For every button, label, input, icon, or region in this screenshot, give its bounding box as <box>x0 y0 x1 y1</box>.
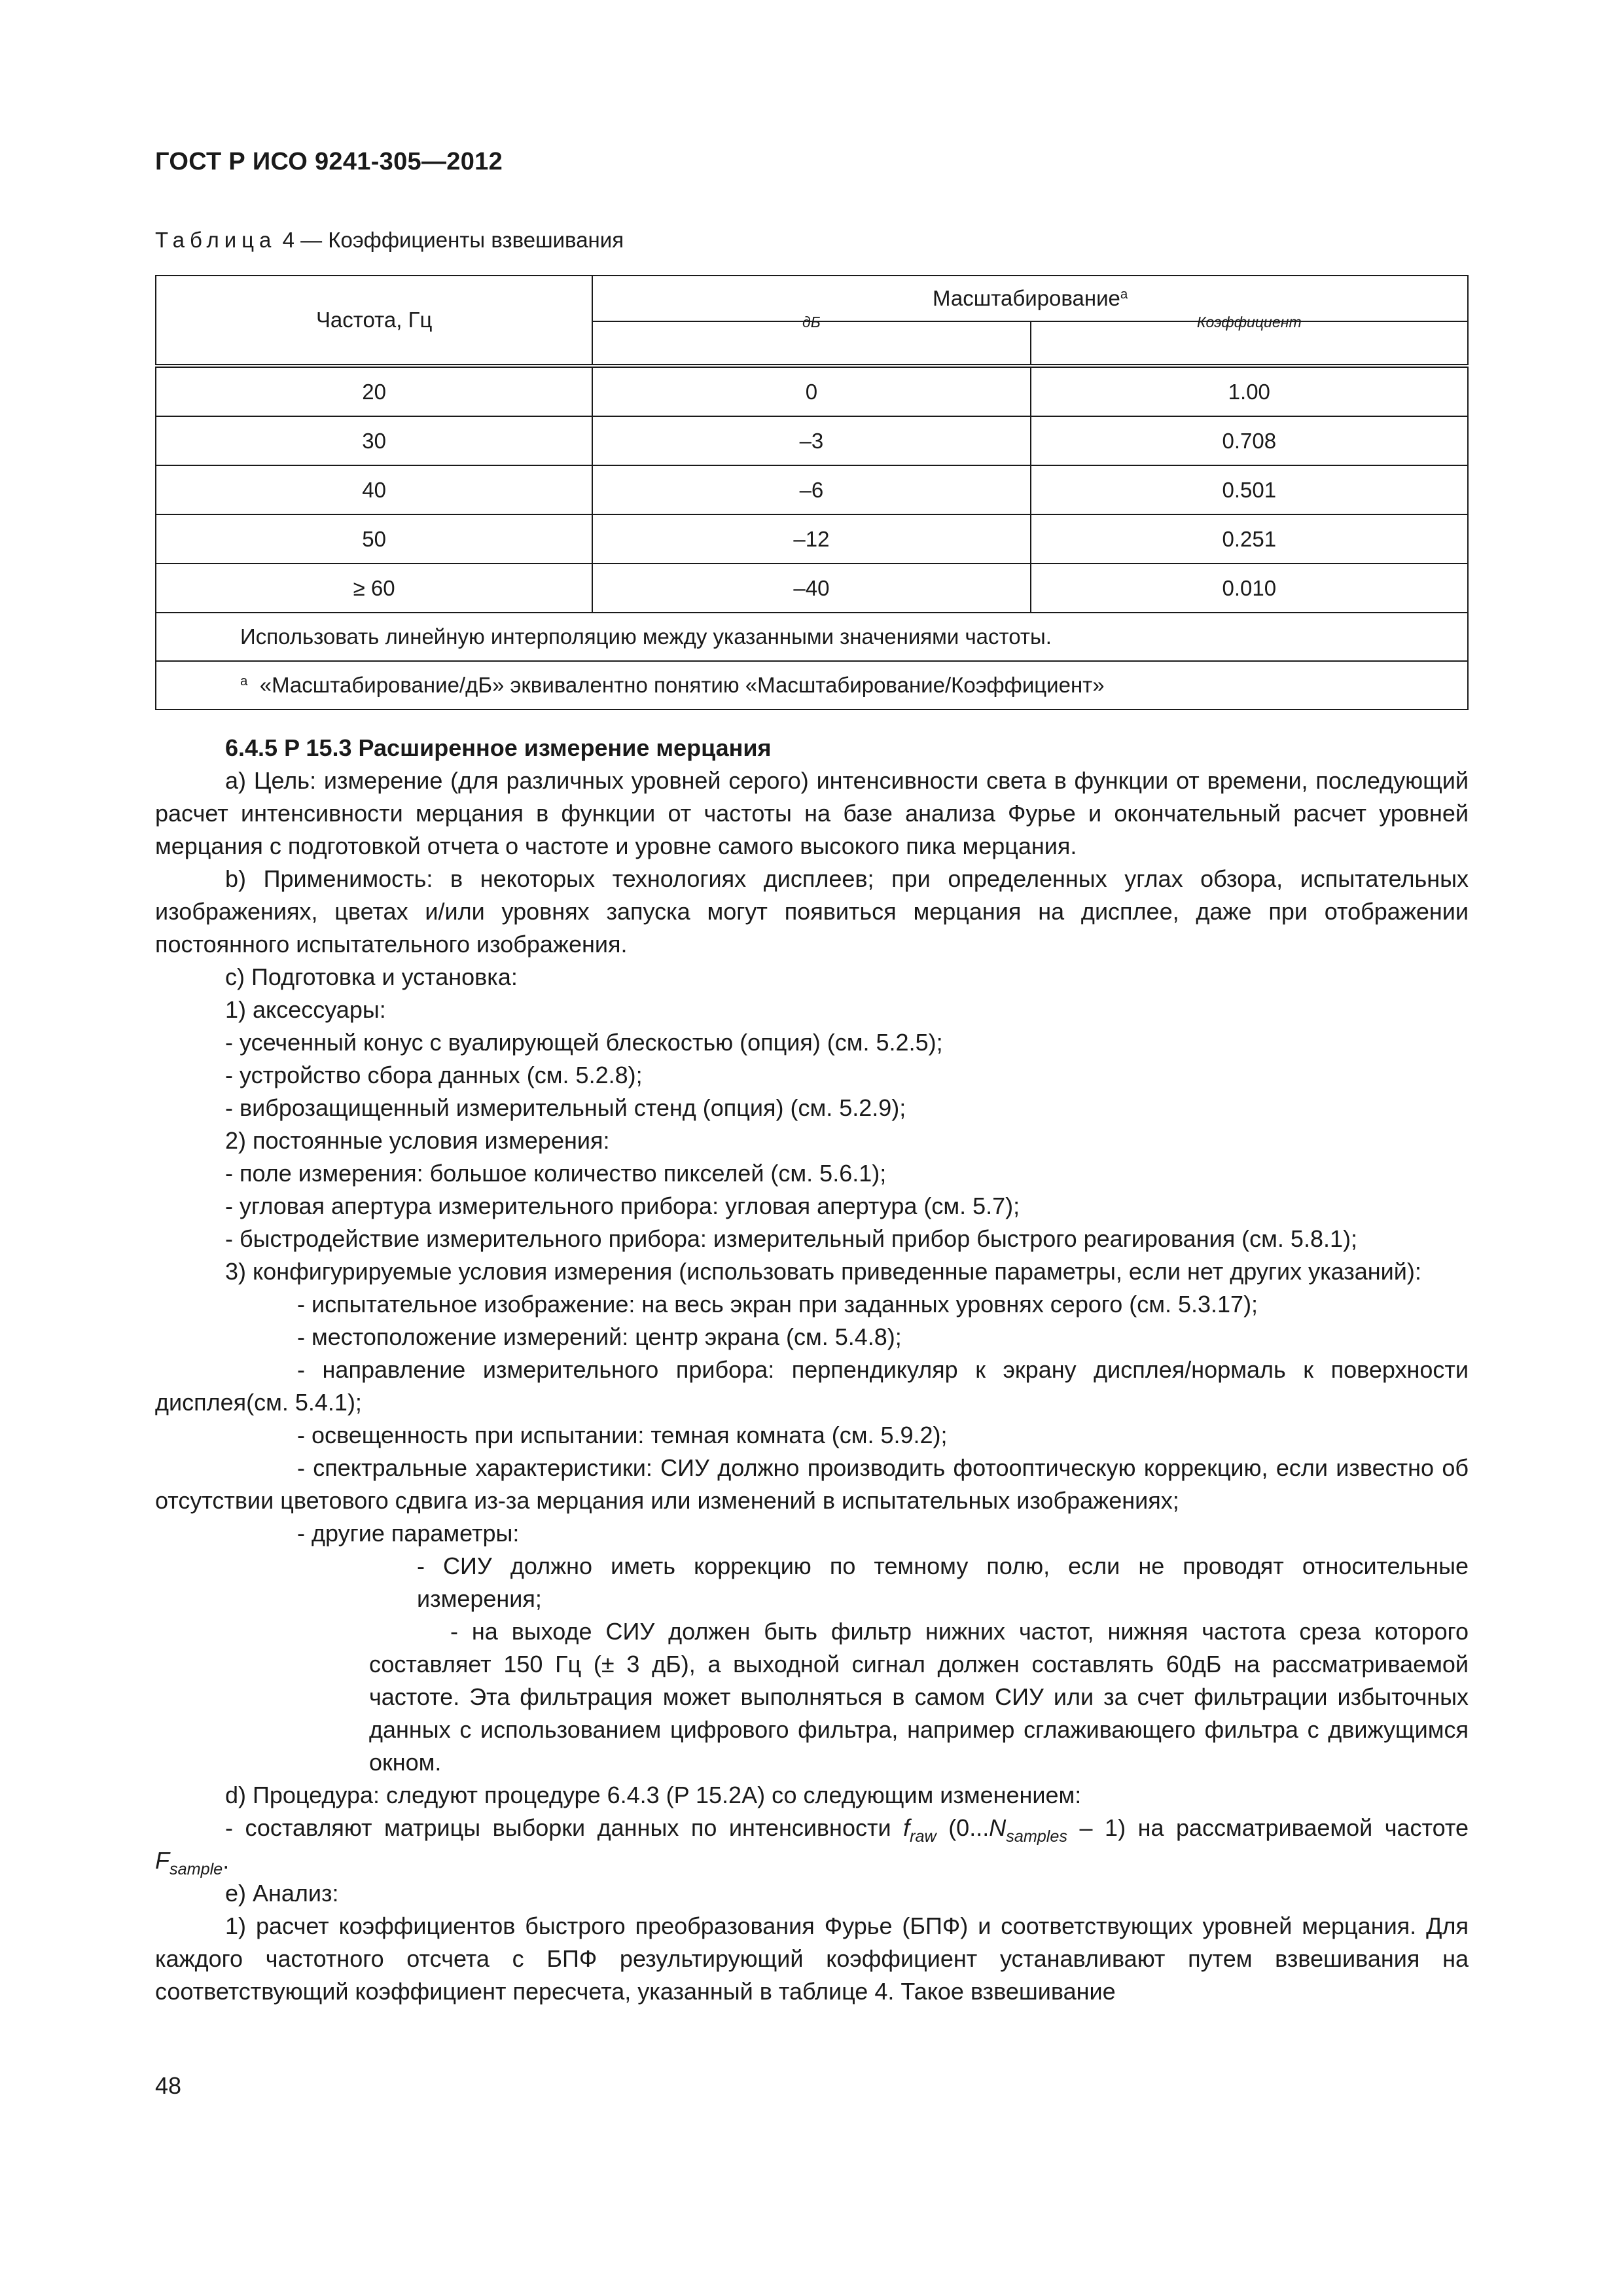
list-item: - усеченный конус с вуалирующей блескостью (опция) (см. 5.2.5); <box>225 1029 943 1056</box>
list-item: - испытательное изображение: на весь экран при заданных уровнях серого (см. 5.3.17); <box>297 1291 1258 1318</box>
formula-f-raw: $f_{raw}$ <box>903 1814 936 1846</box>
header-scaling-mark: a <box>1120 286 1128 302</box>
paragraph-a: a) Цель: измерение (для различных уровней серого) интенсивности света в функции от времени, последующий расчет интенсивности мерцания в функции от частоты на базе анализа Фурье и окончательный расчет уровней мерцания с подготовкой отчета о частоте и уровне самого высокого пика мерцания. <box>155 767 1469 859</box>
document-header: ГОСТ Р ИСО 9241-305—2012 <box>155 148 503 175</box>
cell-coefficient: 0.251 <box>1031 514 1468 564</box>
table-caption-title: 4 — Коэффициенты взвешивания <box>282 228 624 252</box>
cell-db: –12 <box>592 514 1030 564</box>
paragraph-b: b) Применимость: в некоторых технологиях дисплеев; при определенных углах обзора, испытательных изображениях, цветах и/или уровнях запуска могут появиться мерцания на дисплее, даже при отображении постоянного испытательного изображения. <box>155 865 1469 958</box>
list-item: - СИУ должно иметь коррекцию по темному полю, если не проводят относительные измерения; <box>417 1552 1469 1612</box>
cell-db: –40 <box>592 564 1030 613</box>
list-item: 3) конфигурируемые условия измерения (использовать приведенные параметры, если нет других указаний): <box>225 1258 1421 1285</box>
cell-coefficient: 0.010 <box>1031 564 1468 613</box>
paragraph-e: e) Анализ: <box>225 1880 339 1907</box>
table-note: Использовать линейную интерполяцию между указанными значениями частоты. <box>156 613 1468 661</box>
cell-coefficient: 0.501 <box>1031 465 1468 514</box>
cell-frequency: 50 <box>156 514 592 564</box>
body-text <box>155 732 1469 2008</box>
header-scaling: Масштабирование$^a$ <box>592 276 1468 321</box>
table-row <box>156 416 1468 465</box>
page-number: 48 <box>155 2072 182 2099</box>
cell-db: –3 <box>592 416 1030 465</box>
paragraph-c: c) Подготовка и установка: <box>225 963 518 990</box>
paragraph-d: d) Процедура: следуют процедуре 6.4.3 (P 15.2A) со следующим изменением: <box>225 1782 1082 1808</box>
list-item: - местоположение измерений: центр экрана (см. 5.4.8); <box>297 1323 902 1350</box>
weighting-table <box>155 275 1469 710</box>
table-row <box>156 564 1468 613</box>
table-caption-prefix: Таблица <box>155 228 277 252</box>
header-frequency: Частота, Гц <box>156 276 592 366</box>
cell-frequency: ≥ 60 <box>156 564 592 613</box>
paragraph-d1: - составляют матрицы выборки данных по интенсивности $f_{raw}$ $(0...N_{samples} - 1)$ на рассматриваемой частоте $F_{sample}$. <box>155 1814 1469 1878</box>
table-footnote <box>156 661 1468 709</box>
footnote-mark: a <box>240 673 248 689</box>
list-item: - другие параметры: <box>297 1520 520 1547</box>
cell-frequency: 30 <box>156 416 592 465</box>
table-footnote-row <box>156 661 1468 709</box>
table-caption <box>155 228 624 253</box>
list-item: - на выходе СИУ должен быть фильтр нижних частот, нижняя частота среза которого составляет 150 Гц (± 3 дБ), а выходной сигнал должен составлять 60дБ на рассматриваемой частоте. Эта фильтрация может выполняться в самом СИУ или за счет фильтрации избыточных данных с использованием цифрового фильтра, например сглаживающего фильтра с движущимся окном. <box>369 1618 1469 1776</box>
table-row <box>156 465 1468 514</box>
list-item: - поле измерения: большое количество пикселей (см. 5.6.1); <box>225 1160 887 1187</box>
formula-f-sample: $F_{sample}$ <box>155 1847 223 1878</box>
list-item: - освещенность при испытании: темная комната (см. 5.9.2); <box>297 1422 948 1448</box>
paragraph-e1: 1) расчет коэффициентов быстрого преобразования Фурье (БПФ) и соответствующих уровней мерцания. Для каждого частотного отсчета с БПФ результирующий коэффициент устанавливают путем взвешивания на соответствующий коэффициент пересчета, указанный в таблице 4. Такое взвешивание <box>155 1912 1469 2005</box>
section-heading: 6.4.5 P 15.3 Расширенное измерение мерцания <box>225 734 772 761</box>
list-item: - направление измерительного прибора: перпендикуляр к экрану дисплея/нормаль к поверхности дисплея(см. 5.4.1); <box>155 1356 1469 1416</box>
cell-coefficient: 1.00 <box>1031 366 1468 416</box>
table-row <box>156 366 1468 416</box>
cell-coefficient: 0.708 <box>1031 416 1468 465</box>
list-item: - спектральные характеристики: СИУ должно производить фотооптическую коррекцию, если известно об отсутствии цветового сдвига из-за мерцания или изменений в испытательных изображениях; <box>155 1454 1469 1514</box>
footnote-text: «Масштабирование/дБ» эквивалентно понятию «Масштабирование/Коэффициент» <box>259 673 1105 697</box>
list-item: 1) аксессуары: <box>225 996 386 1023</box>
list-item: 2) постоянные условия измерения: <box>225 1127 610 1154</box>
cell-db: –6 <box>592 465 1030 514</box>
cell-frequency: 40 <box>156 465 592 514</box>
list-item: - угловая апертура измерительного прибора: угловая апертура (см. 5.7); <box>225 1193 1020 1219</box>
header-coefficient: Коэффициент <box>1031 321 1468 366</box>
list-item: - быстродействие измерительного прибора: измерительный прибор быстрого реагирования (см. 5.8.1); <box>225 1225 1357 1252</box>
header-db: дБ <box>592 321 1030 366</box>
list-item: - виброзащищенный измерительный стенд (опция) (см. 5.2.9); <box>225 1094 906 1121</box>
cell-db: 0 <box>592 366 1030 416</box>
table-row <box>156 514 1468 564</box>
table-note-row <box>156 613 1468 661</box>
formula-n-samples: $N_{samples}$ <box>989 1814 1068 1846</box>
cell-frequency: 20 <box>156 366 592 416</box>
list-item: - устройство сбора данных (см. 5.2.8); <box>225 1062 643 1088</box>
